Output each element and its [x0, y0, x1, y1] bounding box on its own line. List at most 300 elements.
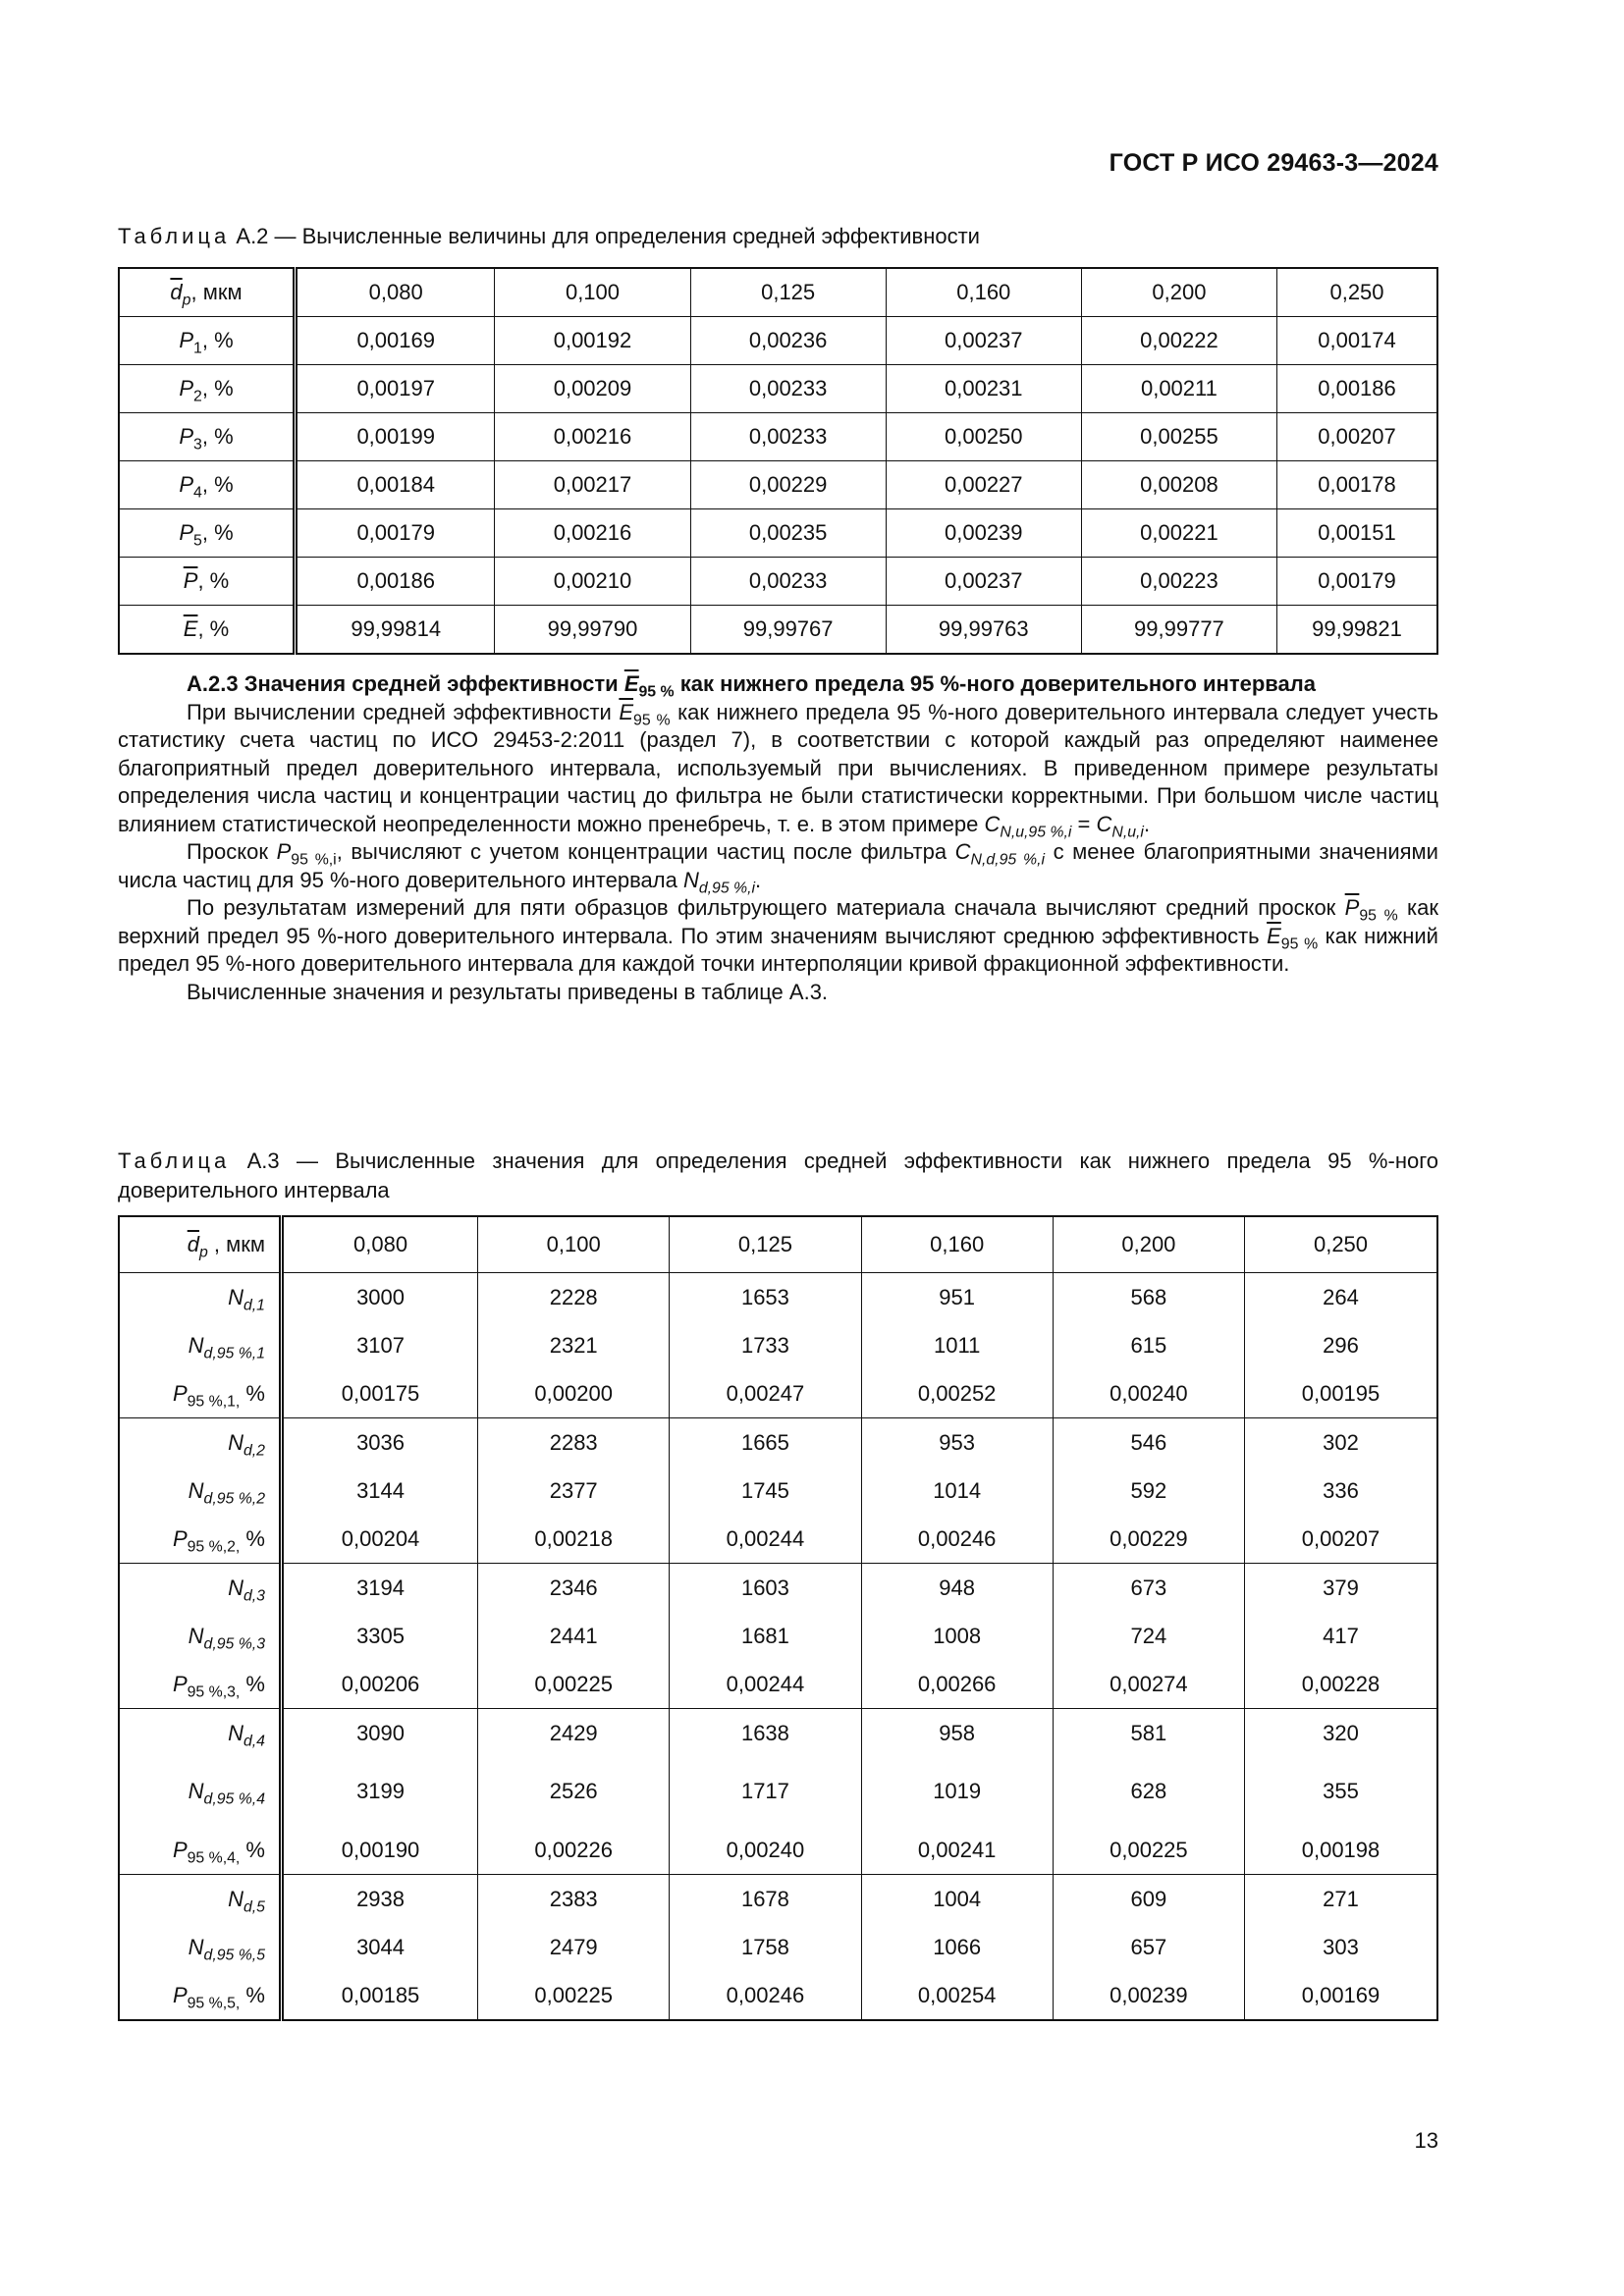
row-label [119, 558, 296, 606]
p2-symbol-sub: 95 %,i [291, 851, 337, 869]
row-unit: , % [201, 424, 234, 449]
row-symbol-sub: d,95 %,4 [203, 1790, 265, 1808]
table-cell: 0,00226 [478, 1826, 670, 1875]
table-cell: 0,00274 [1053, 1660, 1244, 1709]
row-label [119, 1971, 282, 2020]
row-symbol: N [228, 1575, 244, 1600]
table-row [119, 1923, 1437, 1971]
table-cell: 0,00207 [1277, 413, 1438, 461]
table-cell: 2479 [478, 1923, 670, 1971]
header-cell: 0,125 [670, 1216, 861, 1273]
row-symbol: P [172, 1982, 188, 2007]
table-cell: 0,00178 [1277, 461, 1438, 509]
table-cell: 2429 [478, 1709, 670, 1758]
table-cell: 592 [1053, 1467, 1244, 1515]
table-cell: 0,00237 [886, 558, 1081, 606]
table-cell: 2383 [478, 1875, 670, 1924]
table-cell: 0,00179 [1277, 558, 1438, 606]
row-symbol: N [228, 1284, 244, 1309]
table-cell: 0,00236 [690, 317, 886, 365]
table-cell: 99,99767 [690, 606, 886, 655]
table-cell: 0,00197 [296, 365, 495, 413]
table-cell: 609 [1053, 1875, 1244, 1924]
table-a2-caption [118, 222, 1438, 251]
table-cell: 0,00225 [478, 1660, 670, 1709]
table-row [119, 1971, 1437, 2020]
p3-symbol: $\overline{P}$ [1344, 895, 1360, 920]
section-number: А.2.3 [187, 671, 239, 696]
header-symbol: $\overline{d}$ [187, 1232, 199, 1256]
row-symbol-sub: p [182, 292, 191, 309]
row-symbol-sub: d,4 [243, 1733, 265, 1750]
p1-end: . [1143, 811, 1151, 836]
table-cell: 0,00225 [1053, 1826, 1244, 1875]
table-cell: 657 [1053, 1923, 1244, 1971]
p3-text-a: По результатам измерений для пяти образцов фильтрующего материала сначала вычисляют средний проскок [187, 895, 1336, 920]
table-cell: 1733 [670, 1321, 861, 1369]
p1-eq: = [1071, 811, 1097, 836]
row-symbol: $\overline{P}$ [183, 568, 198, 593]
row-label [119, 1564, 282, 1613]
table-cell: 0,125 [690, 268, 886, 317]
table-cell: 0,00233 [690, 558, 886, 606]
section-heading [118, 670, 1438, 699]
table-cell: 0,00254 [861, 1971, 1053, 2020]
document-id-header: ГОСТ Р ИСО 29463-3—2024 [1109, 149, 1438, 177]
table-cell: 0,00233 [690, 365, 886, 413]
table-a2 [118, 267, 1438, 655]
paragraph-1 [118, 699, 1438, 839]
table-cell: 0,00221 [1081, 509, 1276, 558]
row-label [119, 1826, 282, 1875]
p2-end: . [755, 867, 762, 892]
header-label [119, 1216, 282, 1273]
table-cell: 0,00218 [478, 1515, 670, 1564]
row-unit: % [240, 1982, 265, 2007]
row-label [119, 1709, 282, 1758]
table-cell: 0,00239 [1053, 1971, 1244, 2020]
table-row [119, 1467, 1437, 1515]
table-cell: 0,00179 [296, 509, 495, 558]
table-cell: 1758 [670, 1923, 861, 1971]
table-cell: 0,100 [495, 268, 690, 317]
row-symbol-sub: d,95 %,2 [203, 1490, 265, 1508]
table-cell: 0,00233 [690, 413, 886, 461]
row-symbol-sub: d,95 %,5 [203, 1947, 265, 1964]
p1-text-a: При вычислении средней эффективности [187, 699, 612, 724]
p3-text-c: как нижний предел 95 %-ного доверительного интервала для каждой точки интерполяции кривой фракционной эффективности. [118, 923, 1438, 976]
row-symbol: P [179, 472, 194, 497]
table-row [119, 606, 1437, 655]
row-label [119, 1612, 282, 1660]
table-cell: 0,00211 [1081, 365, 1276, 413]
table-row [119, 1660, 1437, 1709]
table-cell: 3090 [282, 1709, 478, 1758]
row-symbol: P [179, 376, 194, 400]
table-cell: 1004 [861, 1875, 1053, 1924]
table-cell: 0,00237 [886, 317, 1081, 365]
table-row [119, 1369, 1437, 1418]
table-cell: 0,00229 [690, 461, 886, 509]
table-cell: 0,00231 [886, 365, 1081, 413]
row-unit: , % [201, 472, 234, 497]
table-a3-caption-text: А.3 — Вычисленные значения для определения средней эффективности как нижнего предела 95 %-ного доверительного интервала [118, 1148, 1438, 1202]
row-label [119, 461, 296, 509]
table-cell: 0,080 [296, 268, 495, 317]
p3-symbol-2: $\overline{E}$ [1267, 923, 1281, 948]
p1-c1-sub: N,u,95 %,i [1000, 824, 1072, 841]
table-cell: 303 [1245, 1923, 1437, 1971]
row-label [119, 509, 296, 558]
table-cell: 1745 [670, 1467, 861, 1515]
p1-c2-sub: N,u,i [1111, 824, 1144, 841]
table-cell: 0,00228 [1245, 1660, 1437, 1709]
header-unit: , мкм [207, 1232, 265, 1256]
row-symbol-sub: d,2 [243, 1442, 265, 1460]
header-cell: 0,160 [861, 1216, 1053, 1273]
row-unit: % [240, 1525, 265, 1551]
table-cell: 0,00192 [495, 317, 690, 365]
header-symbol-sub: p [198, 1244, 208, 1261]
table-row [119, 1321, 1437, 1369]
table-cell: 2377 [478, 1467, 670, 1515]
table-cell: 0,00255 [1081, 413, 1276, 461]
row-unit: , % [197, 616, 230, 641]
table-row [119, 268, 1437, 317]
table-cell: 0,00186 [296, 558, 495, 606]
row-symbol-sub: 95 %,1, [187, 1393, 241, 1411]
table-cell: 0,00210 [495, 558, 690, 606]
row-symbol: N [188, 1934, 204, 1959]
table-cell: 0,00186 [1277, 365, 1438, 413]
p3-symbol-2-sub: 95 % [1280, 935, 1319, 953]
table-a2-caption-word: Таблица [118, 224, 231, 248]
paragraph-3 [118, 894, 1438, 979]
table-cell: 0,250 [1277, 268, 1438, 317]
table-cell: 948 [861, 1564, 1053, 1613]
table-cell: 0,200 [1081, 268, 1276, 317]
table-cell: 0,00216 [495, 413, 690, 461]
table-cell: 0,00227 [886, 461, 1081, 509]
p2-text-b: , вычисляют с учетом концентрации частиц после фильтра [336, 839, 947, 864]
table-cell: 0,00244 [670, 1660, 861, 1709]
table-row [119, 1515, 1437, 1564]
table-cell: 0,00266 [861, 1660, 1053, 1709]
table-cell: 379 [1245, 1564, 1437, 1613]
section-symbol-sub: 95 % [638, 683, 675, 701]
table-row [119, 1612, 1437, 1660]
row-symbol: N [228, 1886, 244, 1911]
table-cell: 0,00229 [1053, 1515, 1244, 1564]
table-cell: 0,00174 [1277, 317, 1438, 365]
row-symbol-sub: 2 [193, 388, 202, 405]
table-cell: 951 [861, 1273, 1053, 1322]
row-symbol-sub: 95 %,5, [187, 1995, 241, 2012]
table-cell: 0,00246 [861, 1515, 1053, 1564]
table-row [119, 1564, 1437, 1613]
p2-text-a: Проскок [187, 839, 269, 864]
table-cell: 264 [1245, 1273, 1437, 1322]
table-cell: 99,99777 [1081, 606, 1276, 655]
table-cell: 958 [861, 1709, 1053, 1758]
section-symbol: $\overline{E}$ [623, 671, 639, 696]
p1-c2: C [1096, 811, 1112, 836]
table-row [119, 413, 1437, 461]
p2-n-sub: d,95 %,i [698, 880, 756, 897]
row-symbol: P [172, 1671, 188, 1696]
table-cell: 724 [1053, 1612, 1244, 1660]
table-cell: 581 [1053, 1709, 1244, 1758]
table-cell: 0,00247 [670, 1369, 861, 1418]
table-cell: 0,00175 [282, 1369, 478, 1418]
row-symbol: N [188, 1779, 204, 1803]
row-label [119, 1369, 282, 1418]
row-symbol: N [188, 1623, 204, 1648]
row-symbol-sub: 95 %,2, [187, 1538, 241, 1556]
row-unit: % [240, 1671, 265, 1696]
table-cell: 1665 [670, 1418, 861, 1468]
table-cell: 3199 [282, 1757, 478, 1826]
table-cell: 2283 [478, 1418, 670, 1468]
table-cell: 1008 [861, 1612, 1053, 1660]
p3-text-b: как верхний предел 95 %-ного доверительного интервала. По этим значениям вычисляют среднюю эффективность [118, 895, 1439, 948]
row-label [119, 1875, 282, 1924]
row-label [119, 317, 296, 365]
table-cell: 0,00208 [1081, 461, 1276, 509]
row-symbol-sub: 95 %,4, [187, 1849, 241, 1867]
p2-c: C [954, 839, 971, 864]
row-symbol-sub: d,1 [243, 1297, 265, 1314]
header-cell: 0,200 [1053, 1216, 1244, 1273]
table-a3-caption [118, 1147, 1438, 1205]
table-cell: 3044 [282, 1923, 478, 1971]
p1-c1: C [984, 811, 1001, 836]
table-cell: 1066 [861, 1923, 1053, 1971]
table-cell: 0,00244 [670, 1515, 861, 1564]
header-cell: 0,250 [1245, 1216, 1437, 1273]
row-label [119, 606, 296, 655]
table-cell: 3194 [282, 1564, 478, 1613]
table-cell: 1019 [861, 1757, 1053, 1826]
table-cell: 0,00199 [296, 413, 495, 461]
table-cell: 0,00235 [690, 509, 886, 558]
p2-n: N [682, 867, 699, 892]
table-cell: 271 [1245, 1875, 1437, 1924]
table-cell: 0,00216 [495, 509, 690, 558]
paragraph-4: Вычисленные значения и результаты приведены в таблице А.3. [187, 979, 829, 1004]
row-symbol: N [228, 1720, 244, 1745]
header-cell: 0,080 [282, 1216, 478, 1273]
table-cell: 0,00209 [495, 365, 690, 413]
header-cell: 0,100 [478, 1216, 670, 1273]
row-symbol-sub: 95 %,3, [187, 1683, 241, 1701]
table-cell: 0,00252 [861, 1369, 1053, 1418]
table-cell: 2441 [478, 1612, 670, 1660]
table-row [119, 1273, 1437, 1322]
table-cell: 0,00169 [296, 317, 495, 365]
table-cell: 1653 [670, 1273, 861, 1322]
row-symbol: P [172, 1525, 188, 1551]
table-cell: 0,00169 [1245, 1971, 1437, 2020]
table-cell: 0,00240 [670, 1826, 861, 1875]
table-cell: 546 [1053, 1418, 1244, 1468]
table-cell: 99,99763 [886, 606, 1081, 655]
p1-symbol: $\overline{E}$ [619, 699, 634, 724]
table-cell: 99,99790 [495, 606, 690, 655]
table-cell: 2938 [282, 1875, 478, 1924]
section-a23 [118, 670, 1438, 1006]
row-symbol: P [172, 1837, 188, 1862]
row-symbol-sub: 4 [193, 484, 202, 502]
section-title-part1: Значения средней эффективности [244, 671, 619, 696]
table-cell: 2321 [478, 1321, 670, 1369]
row-unit: , % [197, 568, 230, 593]
row-symbol-sub: d,95 %,3 [203, 1635, 265, 1653]
row-label [119, 1273, 282, 1322]
table-a2-caption-text: А.2 — Вычисленные величины для определения средней эффективности [236, 224, 980, 248]
row-symbol-sub: d,3 [243, 1587, 265, 1605]
table-cell: 0,00185 [282, 1971, 478, 2020]
row-symbol: $\overline{E}$ [183, 616, 198, 641]
table-cell: 3305 [282, 1612, 478, 1660]
row-label [119, 1515, 282, 1564]
table-cell: 0,160 [886, 268, 1081, 317]
table-cell: 3107 [282, 1321, 478, 1369]
row-label [119, 1467, 282, 1515]
table-cell: 0,00184 [296, 461, 495, 509]
p3-symbol-sub: 95 % [1359, 907, 1398, 925]
row-label [119, 1418, 282, 1468]
p2-text-d: с менее благоприятными значениями числа частиц для 95 %-ного доверительного интервала [118, 839, 1438, 892]
row-unit: , % [201, 520, 234, 545]
row-unit: , % [201, 328, 234, 352]
table-cell: 417 [1245, 1612, 1437, 1660]
row-label [119, 413, 296, 461]
table-cell: 0,00223 [1081, 558, 1276, 606]
table-cell: 320 [1245, 1709, 1437, 1758]
table-cell: 296 [1245, 1321, 1437, 1369]
row-symbol: $\overline{d}$ [170, 280, 183, 304]
p2-c-sub: N,d,95 %,i [970, 851, 1046, 869]
row-symbol-sub: d,95 %,1 [203, 1345, 265, 1362]
row-symbol: P [179, 424, 194, 449]
table-cell: 355 [1245, 1757, 1437, 1826]
table-row [119, 1757, 1437, 1826]
table-cell: 99,99821 [1277, 606, 1438, 655]
row-symbol-sub: 1 [193, 340, 202, 357]
table-cell: 0,00204 [282, 1515, 478, 1564]
table-row [119, 1418, 1437, 1468]
table-cell: 1681 [670, 1612, 861, 1660]
row-symbol: N [188, 1332, 204, 1358]
row-symbol-sub: 3 [193, 436, 202, 454]
table-cell: 1603 [670, 1564, 861, 1613]
table-cell: 628 [1053, 1757, 1244, 1826]
table-cell: 0,00151 [1277, 509, 1438, 558]
table-cell: 0,00250 [886, 413, 1081, 461]
row-symbol: P [172, 1380, 188, 1406]
table-cell: 99,99814 [296, 606, 495, 655]
table-cell: 0,00206 [282, 1660, 478, 1709]
table-cell: 302 [1245, 1418, 1437, 1468]
row-unit: , % [201, 376, 234, 400]
row-symbol: P [179, 520, 194, 545]
table-cell: 1717 [670, 1757, 861, 1826]
table-cell: 0,00217 [495, 461, 690, 509]
row-label [119, 1757, 282, 1826]
table-a3-caption-word: Таблица [118, 1148, 231, 1173]
row-symbol-sub: 5 [193, 532, 202, 550]
table-cell: 1011 [861, 1321, 1053, 1369]
p1-symbol-sub: 95 % [633, 712, 671, 729]
row-label [119, 268, 296, 317]
row-symbol: P [179, 328, 194, 352]
table-row [119, 461, 1437, 509]
row-unit: % [240, 1837, 265, 1862]
table-row [119, 1826, 1437, 1875]
table-row [119, 317, 1437, 365]
table-cell: 3144 [282, 1467, 478, 1515]
table-header-row [119, 1216, 1437, 1273]
table-cell: 0,00240 [1053, 1369, 1244, 1418]
table-row [119, 365, 1437, 413]
table-cell: 0,00195 [1245, 1369, 1437, 1418]
table-cell: 1014 [861, 1467, 1053, 1515]
table-cell: 615 [1053, 1321, 1244, 1369]
table-cell: 0,00246 [670, 1971, 861, 2020]
row-unit: , мкм [190, 280, 243, 304]
table-cell: 1678 [670, 1875, 861, 1924]
table-cell: 0,00239 [886, 509, 1081, 558]
table-cell: 0,00222 [1081, 317, 1276, 365]
table-cell: 2346 [478, 1564, 670, 1613]
row-symbol: N [188, 1477, 204, 1503]
section-title-part2: как нижнего предела 95 %-ного доверительного интервала [679, 671, 1316, 696]
table-cell: 568 [1053, 1273, 1244, 1322]
table-cell: 953 [861, 1418, 1053, 1468]
table-cell: 2526 [478, 1757, 670, 1826]
row-label [119, 1660, 282, 1709]
p1-text-b: как нижнего предела 95 %-ного доверительного интервала следует учесть статистику счета частиц по ИСО 29453-2:2011 (раздел 7), в соответствии с которой каждый раз определяют наименее благоприятный предел доверительного интервала, используемый при вычислениях. В приведенном примере результаты определения числа частиц и концентрации частиц до фильтра не были статистически корректными. При большом числе частиц влиянием статистической неопределенности можно пренебречь, т. е. в этом примере [118, 699, 1438, 836]
paragraph-2 [118, 838, 1438, 897]
row-label [119, 1321, 282, 1369]
row-label [119, 1923, 282, 1971]
table-cell: 0,00241 [861, 1826, 1053, 1875]
table-row [119, 1709, 1437, 1758]
row-symbol-sub: d,5 [243, 1898, 265, 1916]
table-cell: 0,00200 [478, 1369, 670, 1418]
table-cell: 336 [1245, 1467, 1437, 1515]
row-unit: % [240, 1380, 265, 1406]
table-cell: 3036 [282, 1418, 478, 1468]
row-label [119, 365, 296, 413]
table-cell: 673 [1053, 1564, 1244, 1613]
p2-symbol: P [276, 839, 292, 864]
page-number: 13 [1414, 2128, 1438, 2153]
table-cell: 3000 [282, 1273, 478, 1322]
table-row [119, 1875, 1437, 1924]
row-symbol: N [228, 1429, 244, 1455]
table-cell: 0,00190 [282, 1826, 478, 1875]
table-cell: 0,00198 [1245, 1826, 1437, 1875]
table-cell: 2228 [478, 1273, 670, 1322]
table-a3 [118, 1215, 1438, 2021]
table-row [119, 509, 1437, 558]
table-cell: 0,00207 [1245, 1515, 1437, 1564]
table-cell: 1638 [670, 1709, 861, 1758]
table-cell: 0,00225 [478, 1971, 670, 2020]
table-row [119, 558, 1437, 606]
